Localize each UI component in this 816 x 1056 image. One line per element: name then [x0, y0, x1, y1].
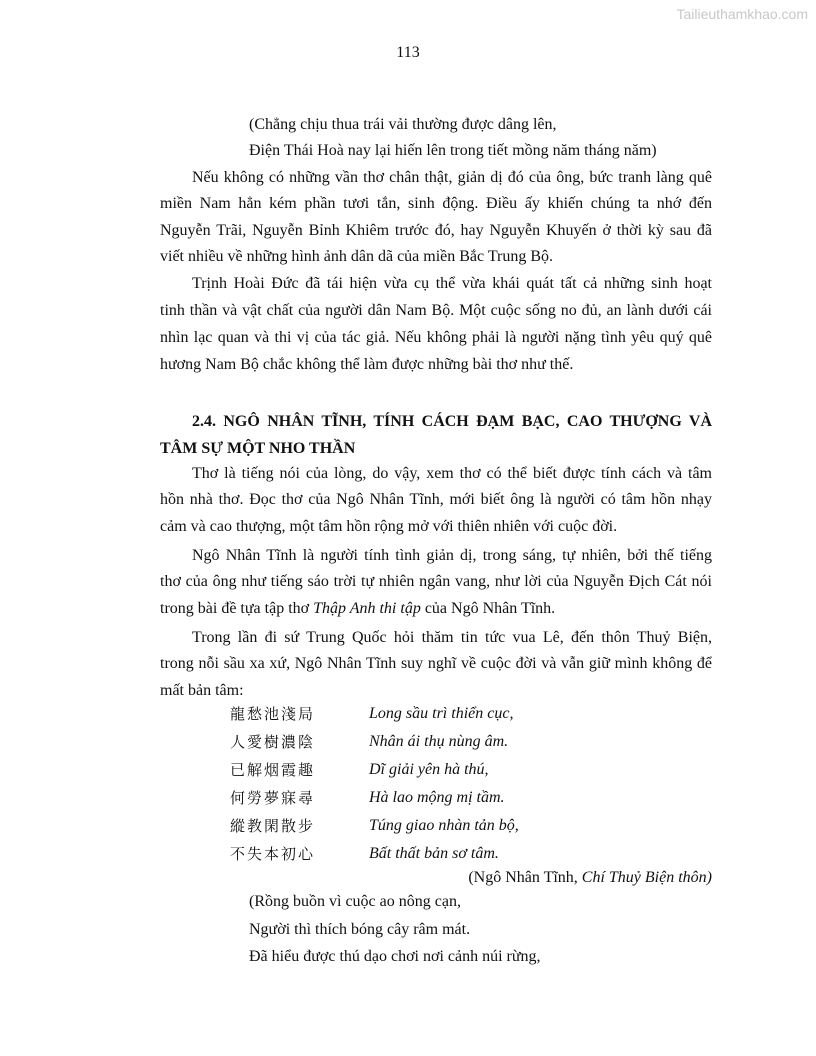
paragraph-line: trong nỗi sầu xa xứ, Ngô Nhân Tĩnh suy nghĩ về cuộc đời và vẫn giữ mình không để [160, 655, 712, 672]
watermark: Tailieuthamkhao.com [676, 6, 808, 22]
paragraph-line: mất bản tâm: [160, 682, 244, 699]
paragraph-line: tinh thần và vật chất của người dân Nam Bộ. Một cuộc sống no đủ, an lành dưới cái [160, 302, 712, 319]
poem-viet-line: Long sầu trì thiển cục, [369, 705, 514, 722]
poem-viet-line: Túng giao nhàn tản bộ, [369, 817, 519, 834]
verse-line: (Chẳng chịu thua trái vải thường được dâng lên, [249, 116, 557, 133]
section-heading: 2.4. NGÔ NHÂN TĨNH, TÍNH CÁCH ĐẠM BẠC, CAO THƯỢNG VÀ [192, 413, 712, 430]
page-number: 113 [396, 44, 420, 61]
paragraph-line: nhìn lạc quan và thi vị của tác giả. Nếu không phải là người nặng tình yêu quý quê [160, 329, 712, 346]
translation-line: (Rồng buồn vì cuộc ao nông cạn, [249, 893, 461, 910]
paragraph-line: Thơ là tiếng nói của lòng, do vậy, xem thơ có thể biết được tính cách và tâm [192, 465, 712, 482]
text: trong bài đề tựa tập thơ [160, 600, 314, 617]
poem-han-line: 人愛樹濃陰 [230, 733, 316, 751]
paragraph-line: cảm và cao thượng, một tâm hồn rộng mở với thiên nhiên với cuộc đời. [160, 518, 618, 535]
poem-han-line: 龍愁池淺局 [230, 705, 316, 723]
poem-han-line: 不失本初心 [230, 845, 316, 863]
book-title: Thập Anh thi tập [313, 600, 421, 617]
paragraph-line: Nếu không có những vần thơ chân thật, giản dị đó của ông, bức tranh làng quê [192, 169, 712, 186]
attribution-title: Chí Thuỷ Biện thôn) [581, 869, 712, 886]
paragraph-line: hồn nhà thơ. Đọc thơ của Ngô Nhân Tĩnh, mới biết ông là người có tâm hồn nhạy [160, 491, 712, 508]
poem-han-line: 何勞夢寐尋 [230, 789, 316, 807]
text: của Ngô Nhân Tĩnh. [420, 600, 556, 617]
paragraph-line: Ngô Nhân Tĩnh là người tính tình giản dị, trong sáng, tự nhiên, bởi thế tiếng [192, 547, 712, 564]
poem-han-line: 縱教閑散步 [230, 817, 316, 835]
poem-viet-line: Nhân ái thụ nùng âm. [369, 733, 509, 750]
paragraph-line: Nguyễn Trãi, Nguyễn Bỉnh Khiêm trước đó, hay Nguyễn Khuyến ở thời kỳ sau đã [160, 222, 712, 239]
paragraph-line: thơ của ông như tiếng sáo trời tự nhiên ngân vang, như lời của Nguyễn Địch Cát nói [160, 573, 712, 590]
verse-line: Điện Thái Hoà nay lại hiến lên trong tiết mồng năm tháng năm) [249, 142, 657, 159]
paragraph-line: Trong lần đi sứ Trung Quốc hỏi thăm tin tức vua Lê, đến thôn Thuỷ Biện, [192, 629, 712, 646]
section-heading: TÂM SỰ MỘT NHO THẦN [160, 440, 356, 457]
poem-viet-line: Dĩ giải yên hà thú, [369, 761, 489, 778]
paragraph-line [160, 599, 555, 619]
translation-line: Đã hiểu được thú dạo chơi nơi cảnh núi rừng, [249, 948, 541, 965]
attribution-author: (Ngô Nhân Tĩnh, [468, 869, 582, 886]
paragraph-line: Trịnh Hoài Đức đã tái hiện vừa cụ thể vừa khái quát tất cả những sinh hoạt [192, 275, 712, 292]
poem-viet-line: Hà lao mộng mị tầm. [369, 789, 505, 806]
translation-line: Người thì thích bóng cây râm mát. [249, 921, 471, 938]
paragraph-line: viết nhiều về những hình ảnh dân dã của miền Bắc Trung Bộ. [160, 248, 554, 265]
poem-viet-line: Bất thất bản sơ tâm. [369, 845, 499, 862]
paragraph-line: miền Nam hẳn kém phần tươi tắn, sinh động. Điều ấy khiến chúng ta nhớ đến [160, 195, 712, 212]
poem-han-line: 已解烟霞趣 [230, 761, 316, 779]
paragraph-line: hương Nam Bộ chắc không thể làm được những bài thơ như thế. [160, 356, 574, 373]
poem-attribution [468, 868, 712, 888]
